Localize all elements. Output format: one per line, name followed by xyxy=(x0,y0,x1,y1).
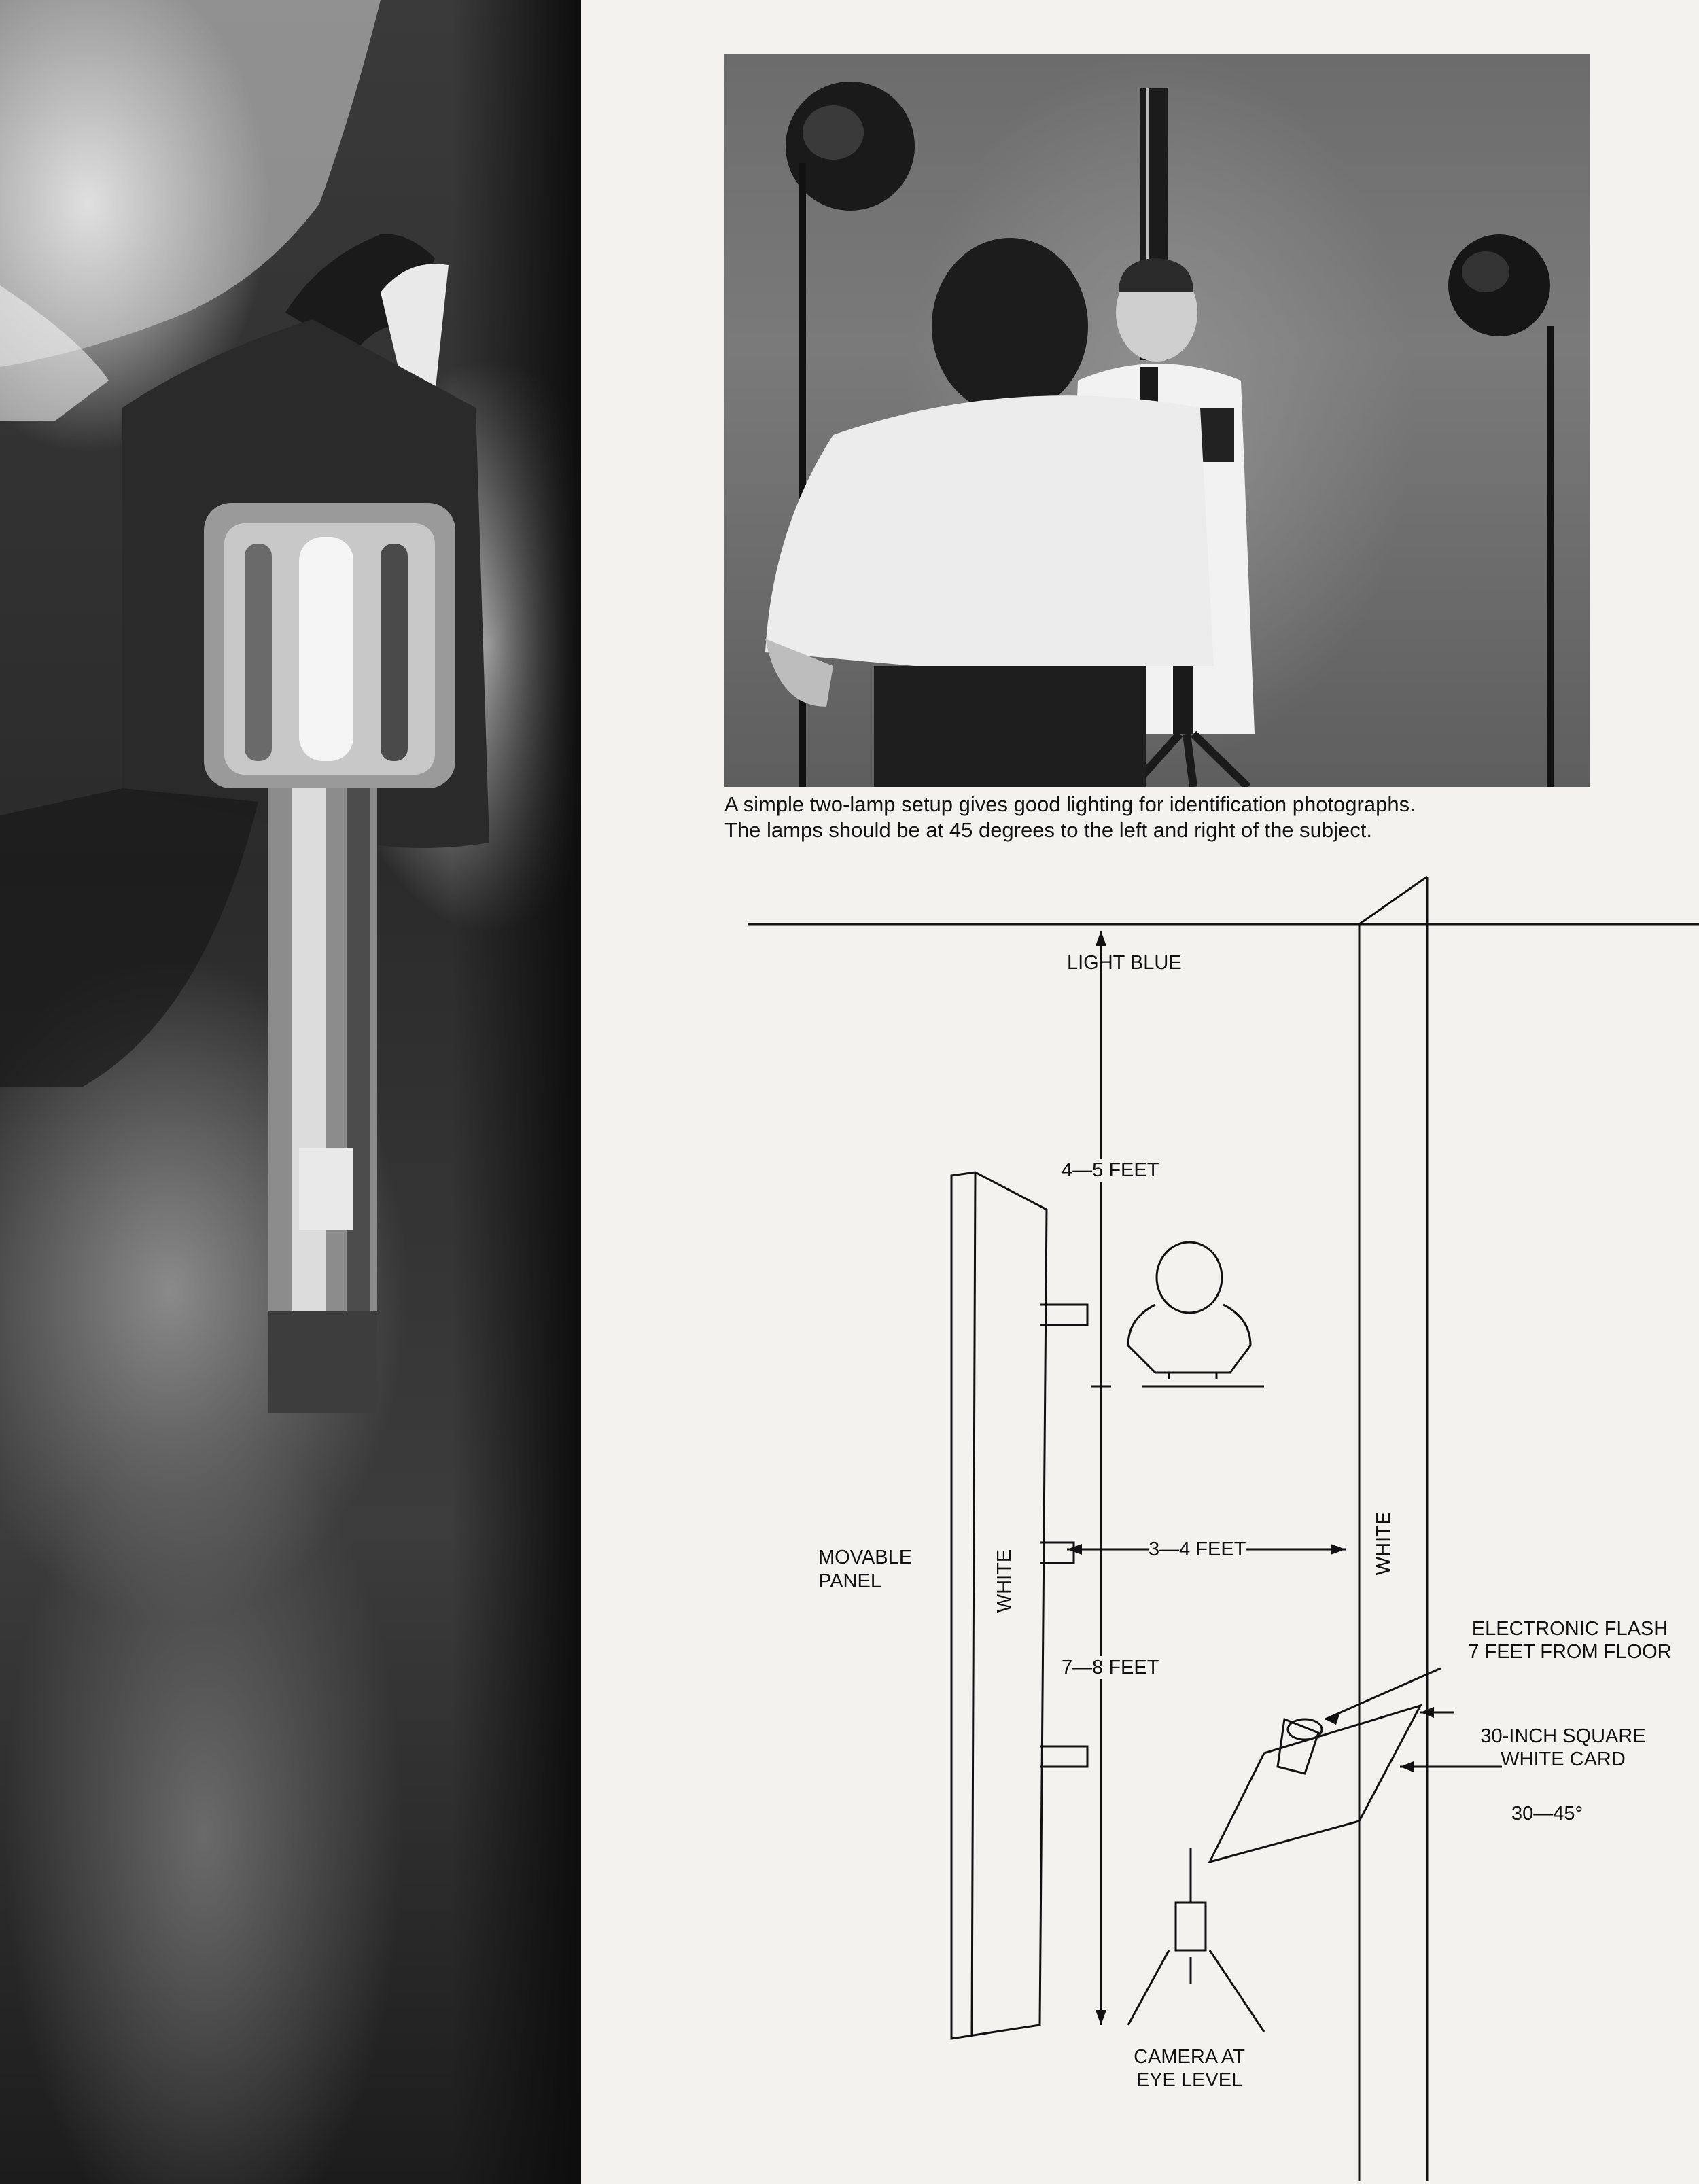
panel-foot xyxy=(1040,1305,1087,1325)
photo-caption-line-2: The lamps should be at 45 degrees to the left and right of the subject. xyxy=(724,818,1372,842)
photographer-head xyxy=(932,238,1088,415)
cylinder-flute xyxy=(381,544,408,761)
movable-panel-label-line-2: PANEL xyxy=(818,1570,881,1592)
photographer-trousers xyxy=(874,666,1146,787)
arrowhead xyxy=(1325,1712,1340,1725)
dimension-arrowheads xyxy=(1067,931,1434,2025)
distance-3-4-feet-label: 3—4 FEET xyxy=(1149,1538,1246,1560)
arrowhead xyxy=(1096,931,1106,946)
subject-shoulders-topview xyxy=(1128,1305,1250,1373)
right-lamp-stand xyxy=(1547,326,1554,787)
photo-caption-line-1: A simple two-lamp setup gives good lighting for identification photographs. xyxy=(724,792,1416,816)
wall-white-label: WHITE xyxy=(1373,1511,1395,1576)
card-label-line-1: 30-INCH SQUARE xyxy=(1480,1725,1646,1747)
right-lamp-highlight xyxy=(1462,251,1509,292)
left-lamp-highlight xyxy=(803,105,864,160)
barrel-muzzle xyxy=(268,1311,377,1413)
corner-top xyxy=(1359,877,1427,924)
angle-label: 30—45° xyxy=(1511,1803,1583,1825)
distance-7-8-feet-label: 7—8 FEET xyxy=(1062,1657,1159,1678)
movable-panel-edge xyxy=(972,1172,975,2035)
subject-hair xyxy=(1119,258,1193,292)
cylinder-shine xyxy=(299,537,353,761)
camera-tripod-legs xyxy=(1128,1950,1264,2032)
arrowhead xyxy=(1400,1761,1414,1772)
panel-foot xyxy=(1040,1746,1087,1767)
flash-head xyxy=(1288,1719,1322,1740)
tripod-legs xyxy=(1132,734,1248,787)
photo-scene xyxy=(724,54,1590,787)
panel-foot xyxy=(1040,1543,1074,1563)
flash-label-line-1: ELECTRONIC FLASH xyxy=(1471,1618,1668,1640)
white-card xyxy=(1210,1706,1420,1862)
cylinder-flute xyxy=(245,544,272,761)
flash-label-line-2: 7 FEET FROM FLOOR xyxy=(1468,1641,1672,1663)
arrowhead xyxy=(1096,2010,1106,2025)
trigger-guard-shadow xyxy=(0,788,258,1087)
revolver-illustration xyxy=(0,0,581,2184)
light-blue-label: LIGHT BLUE xyxy=(1067,952,1182,974)
camera-label-line-1: CAMERA AT xyxy=(1134,2046,1245,2068)
card-label-line-2: WHITE CARD xyxy=(1501,1748,1626,1770)
panel-white-label: WHITE xyxy=(994,1549,1016,1613)
distance-4-5-feet-label: 4—5 FEET xyxy=(1062,1159,1159,1181)
front-sight xyxy=(299,1148,353,1230)
two-lamp-setup-photograph xyxy=(724,54,1590,787)
barrel-shine xyxy=(292,788,326,1318)
arrowhead xyxy=(1331,1544,1346,1555)
movable-panel-label-line-1: MOVABLE xyxy=(818,1547,913,1568)
studio-layout-diagram xyxy=(748,829,1699,2181)
barrel-shadow xyxy=(347,788,370,1318)
camera-label-line-2: EYE LEVEL xyxy=(1136,2069,1243,2091)
camera-topview xyxy=(1176,1903,1206,1950)
subject-head-topview xyxy=(1157,1242,1222,1313)
revolver-photograph xyxy=(0,0,581,2184)
